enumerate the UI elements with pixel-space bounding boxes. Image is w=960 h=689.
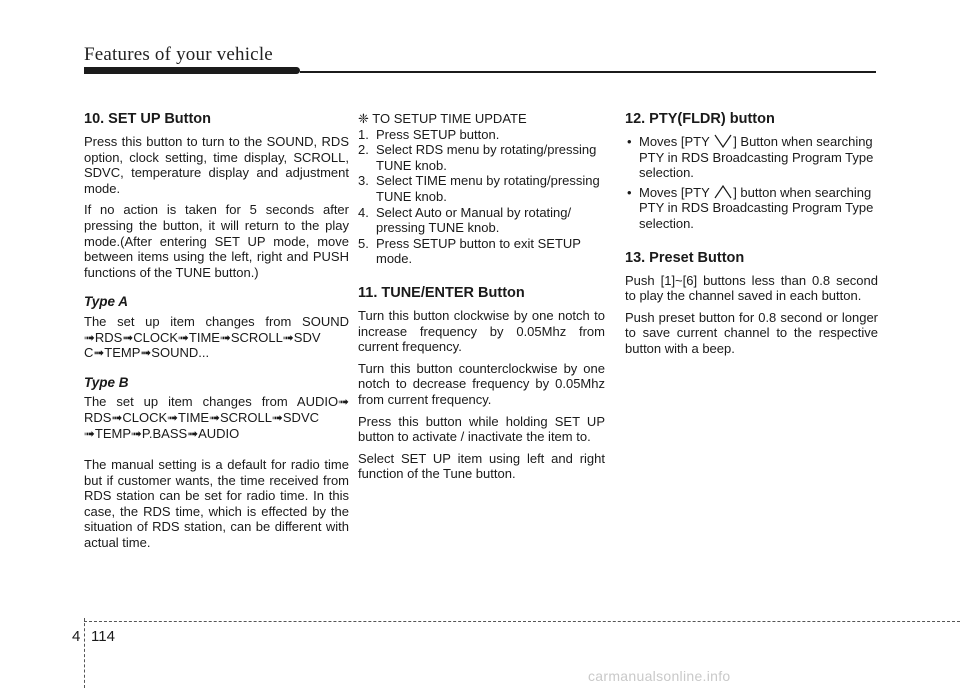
list-item: 1. Press SETUP button. (358, 126, 500, 142)
note-title (358, 111, 605, 127)
list-item: 2. Select RDS menu by rotating/pressing TUNE knob. (358, 142, 597, 173)
section-heading-preset: 13. Preset Button (625, 249, 745, 266)
list-item: • Moves [PTY ] button when searching PTY in RDS Broadcasting Program Type selection. (627, 184, 874, 231)
paragraph: Press this button while holding SET UP button to activate / inactivate the item to. (358, 413, 605, 445)
page-header-title: Features of your vehicle (84, 44, 273, 65)
footer-rule-horizontal (84, 621, 960, 622)
list-item: 5. Press SETUP button to exit SETUP mode. (358, 235, 581, 267)
section-heading-tune: 11. TUNE/ENTER Button (358, 284, 525, 301)
paragraph: Turn this button clockwise by one notch to increase frequency by 0.05Mhz from current frequency. (358, 307, 605, 355)
section-heading-setup: 10. SET UP Button (84, 111, 212, 127)
section-heading-pty: 12. PTY(FLDR) button (625, 111, 775, 127)
column-middle (358, 111, 605, 488)
list-item: 3. Select TIME menu by rotating/pressing TUNE knob. (358, 173, 600, 204)
paragraph: Push [1]~[6] buttons less than 0.8 second to play the channel saved in each button. (625, 272, 878, 304)
list-item: • Moves [PTY ] Button when searching PTY in RDS Broadcasting Program Type selection. (627, 134, 874, 181)
paragraph: If no action is taken for 5 seconds after pressing the button, it will return to the play mode.(After entering SET UP mode, move between items using the left, right and PUSH functions of the TUNE button.) (84, 202, 349, 280)
chapter-number: 4 (72, 628, 81, 645)
chevron-down-icon (713, 134, 733, 148)
column-right (625, 111, 878, 363)
page-number: 114 (91, 628, 115, 645)
footer-rule-vertical (84, 618, 85, 688)
note-symbol-icon: ❈ (358, 111, 369, 126)
list-item: 4. Select Auto or Manual by rotating/ pressing TUNE knob. (358, 204, 572, 236)
type-b-label: Type B (84, 374, 129, 390)
chevron-up-icon (713, 185, 733, 199)
note-title-text: TO SETUP TIME UPDATE (372, 111, 527, 126)
paragraph: Push preset button for 0.8 second or longer to save current channel to the respective button with a beep. (625, 309, 878, 356)
type-a-text: The set up item changes from SOUND ➟RDS➟CLOCK➟TIME➟SCROLL➟SDV C➟TEMP➟SOUND... (84, 313, 349, 361)
header-rule-thin (300, 71, 876, 73)
paragraph: Press this button to turn to the SOUND, RDS option, clock setting, time display, SCROLL, SDVC, temperature display and adjustment mode. (84, 134, 349, 196)
paragraph: Select SET UP item using left and right function of the Tune button. (358, 450, 605, 482)
type-b-text: The set up item changes from AUDIO➟ RDS➟CLOCK➟TIME➟SCROLL➟SDVC ➟TEMP➟P.BASS➟AUDIO (84, 394, 349, 441)
type-a-label: Type A (84, 294, 129, 310)
watermark: carmanualsonline.info (588, 668, 731, 684)
paragraph: Turn this button counterclockwise by one notch to decrease frequency by 0.05Mhz from current frequency. (358, 360, 605, 407)
paragraph: The manual setting is a default for radio time but if customer wants, the time received from RDS station can be set for radio time. In this case, the RDS time, which is effected by the situation of RDS station, can be different with actual time. (84, 457, 349, 551)
pty-bullet-list (625, 134, 878, 232)
setup-steps-list (358, 127, 605, 267)
header-rule-thick (84, 67, 300, 74)
column-left (84, 111, 349, 557)
